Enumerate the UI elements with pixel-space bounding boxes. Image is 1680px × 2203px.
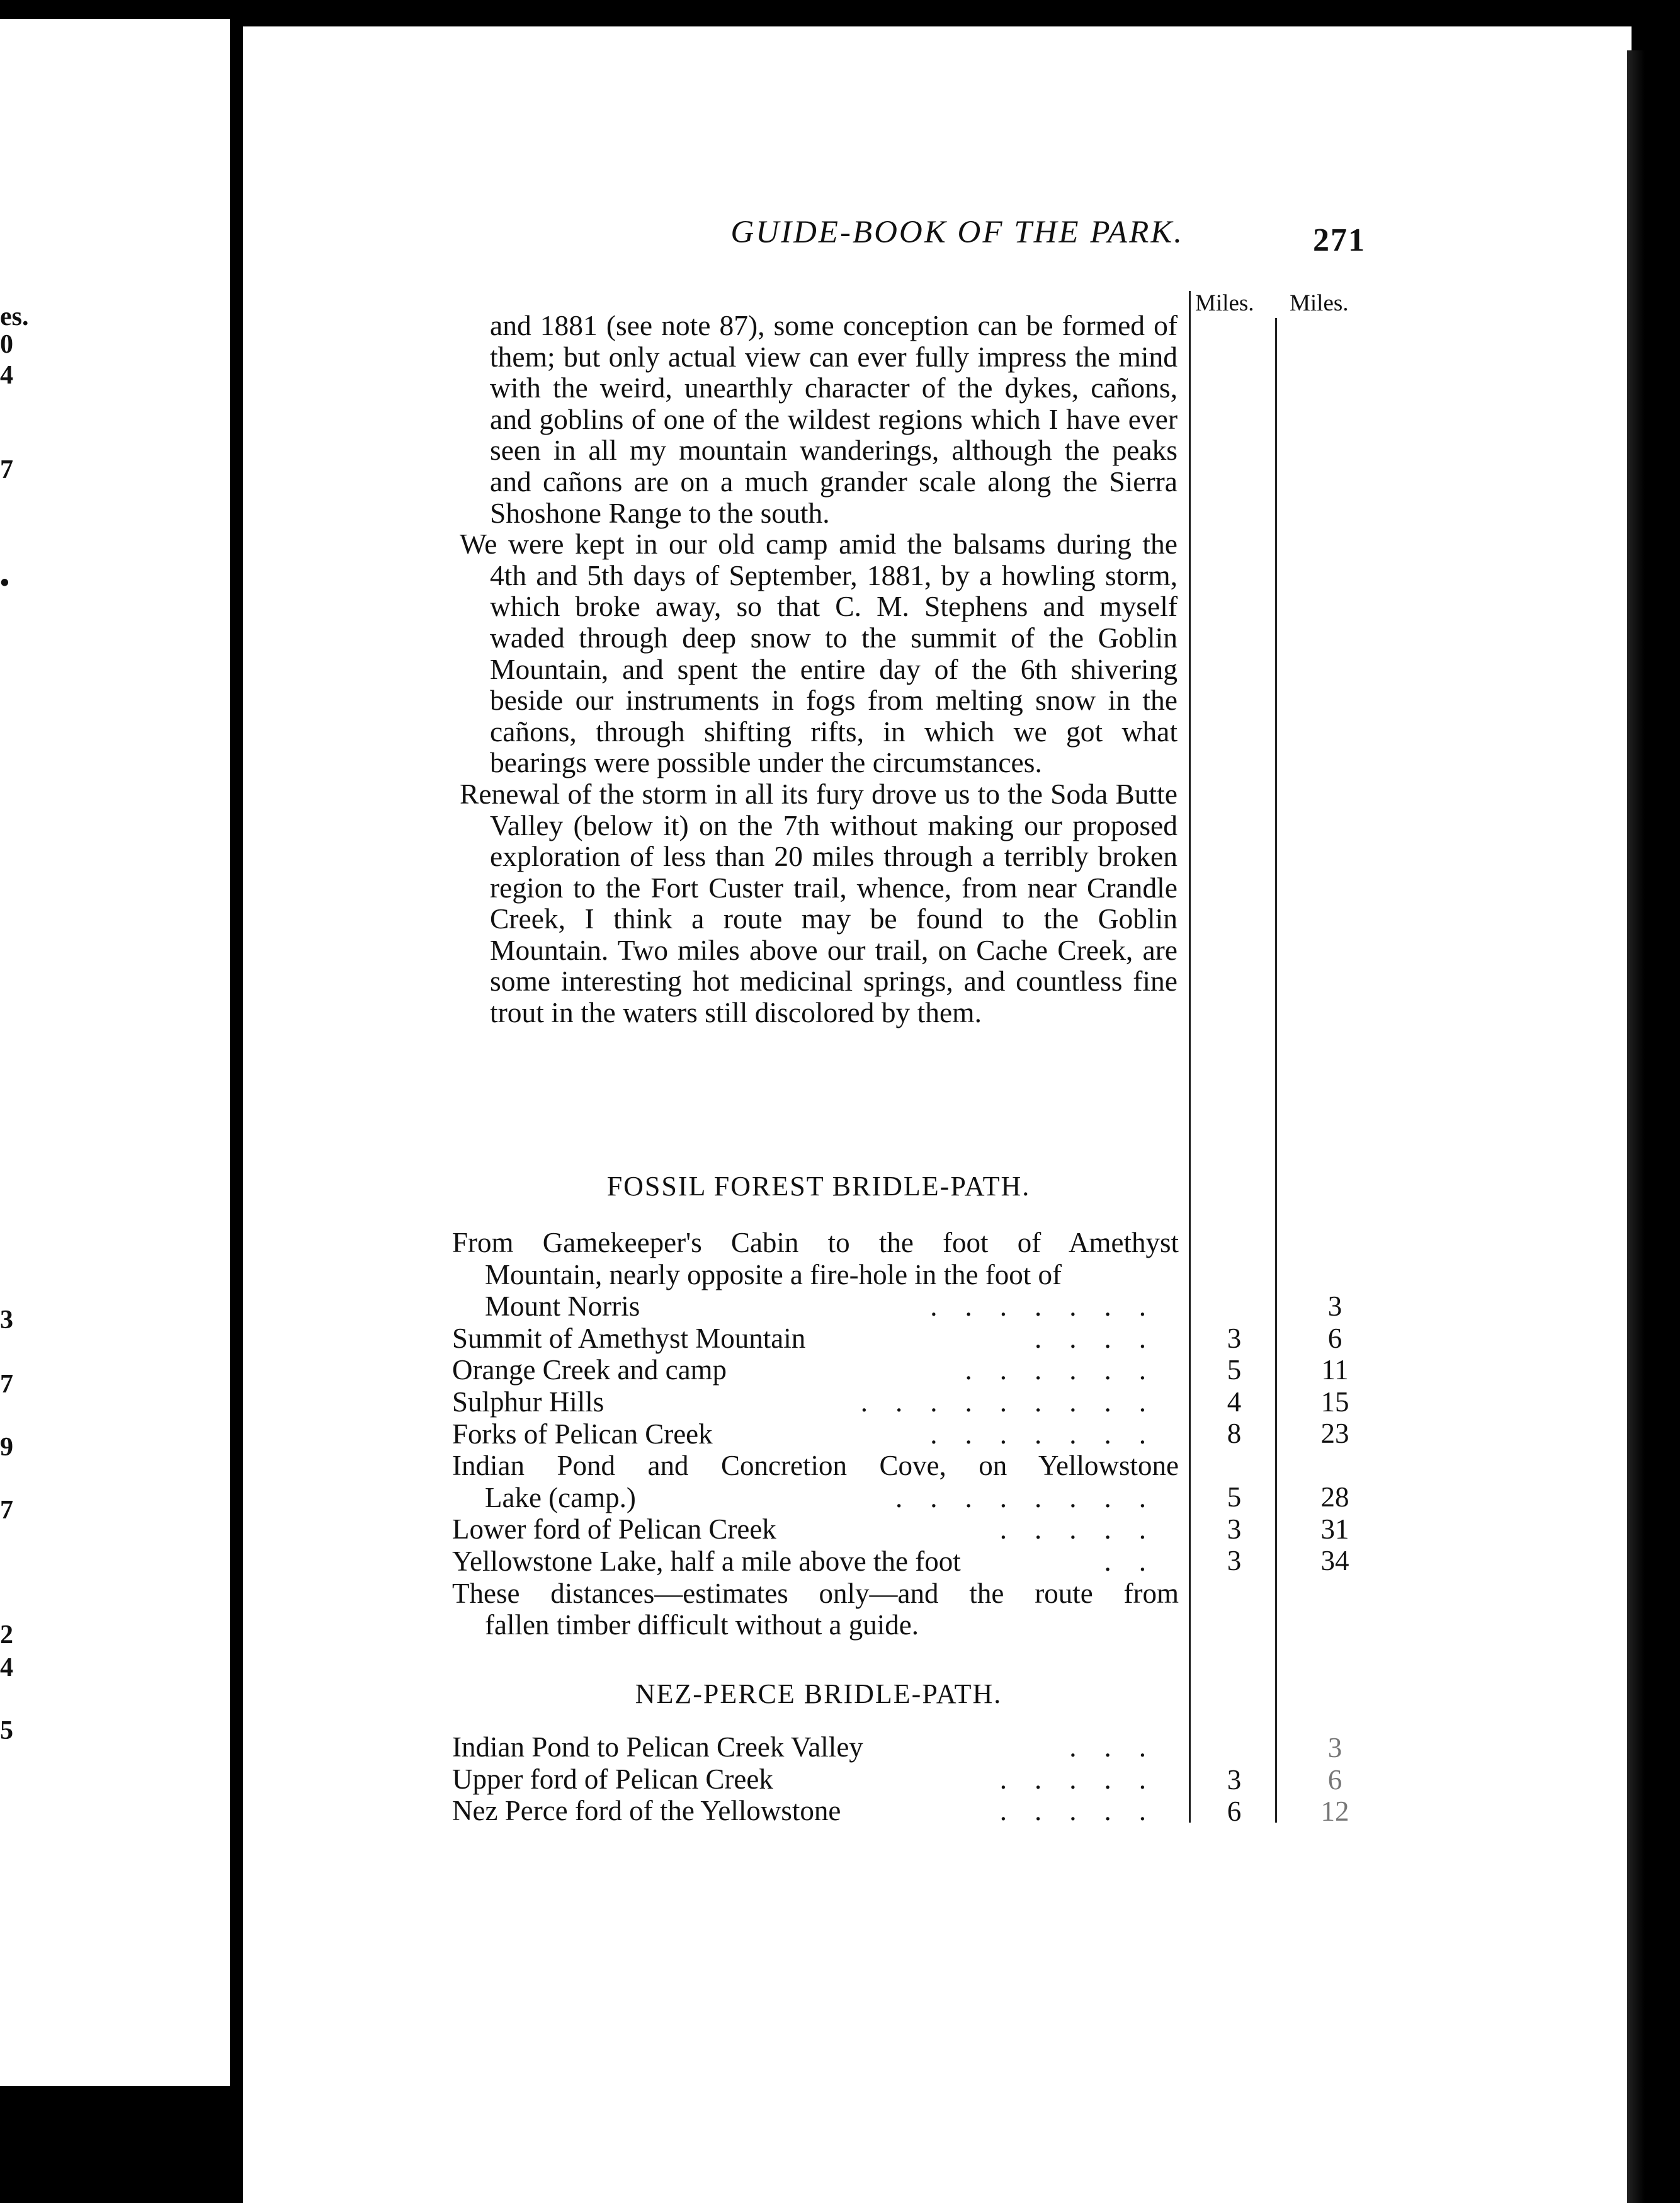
page-number: 271 xyxy=(1313,222,1366,258)
entry-label: Orange Creek and camp xyxy=(452,1354,733,1386)
table-row xyxy=(452,1763,1179,1796)
running-title: GUIDE-BOOK OF THE PARK. xyxy=(730,215,1184,250)
table-row xyxy=(452,1731,1179,1763)
table-row xyxy=(452,1227,1179,1259)
table-row xyxy=(452,1513,1179,1546)
leader-dots: ... xyxy=(1069,1731,1174,1763)
entry-label: Yellowstone Lake, half a mile above the foot xyxy=(452,1546,967,1577)
entry-label: Indian Pond to Pelican Creek Valley xyxy=(452,1731,870,1763)
miles-value: 6 xyxy=(1227,1796,1242,1827)
leader-dots: ........ xyxy=(895,1481,1174,1513)
left-fragment: es. xyxy=(0,302,29,331)
table-row xyxy=(452,1450,1179,1482)
total-miles-value: 11 xyxy=(1321,1354,1349,1386)
leader-dots: ......... xyxy=(860,1386,1174,1418)
table-row xyxy=(452,1418,1179,1450)
table-row xyxy=(452,1259,1179,1291)
leader-dots: .. xyxy=(1104,1545,1174,1577)
left-fragment: 9 xyxy=(0,1433,13,1462)
left-facing-page xyxy=(0,19,230,2086)
table-row xyxy=(452,1609,1179,1641)
miles-value: 3 xyxy=(1227,1545,1242,1576)
table-row xyxy=(452,1795,1179,1827)
leader-dots: .... xyxy=(1035,1322,1174,1354)
left-fragment: 2 xyxy=(0,1620,13,1649)
leader-dots: ...... xyxy=(965,1354,1174,1386)
total-miles-value: 31 xyxy=(1320,1513,1349,1545)
column-rule-left xyxy=(1189,291,1191,1823)
table-row xyxy=(452,1290,1179,1323)
entry-label: Sulphur Hills xyxy=(452,1386,610,1418)
table-row xyxy=(452,1386,1179,1418)
miles-column-heading: Miles. xyxy=(1195,290,1254,316)
entry-label: Forks of Pelican Creek xyxy=(452,1418,719,1450)
note-text: fallen timber difficult without a guide. xyxy=(485,1609,919,1641)
entry-label: Nez Perce ford of the Yellowstone xyxy=(452,1795,847,1826)
leader-dots: ..... xyxy=(999,1795,1174,1827)
total-miles-value: 23 xyxy=(1320,1418,1349,1449)
entry-text: Mountain, nearly opposite a fire-hole in the foot of xyxy=(485,1258,1062,1290)
nez-perce-table xyxy=(452,1731,1179,1827)
left-fragment: • xyxy=(0,569,9,598)
body-text xyxy=(460,310,1178,1028)
paragraph: and 1881 (see note 87), some conception can be formed of them; but only actual view can ever fully impress the mind with the weird, unearthly character of the dykes, cañons, and goblins of one of the wildest regions which I have ever seen in all my mountain wanderings, although the peaks and cañons are on a much grander scale along the Sierra Shoshone Range to the south. xyxy=(490,309,1178,529)
table-row xyxy=(452,1354,1179,1386)
miles-value: 5 xyxy=(1227,1354,1242,1386)
fossil-forest-table xyxy=(452,1227,1179,1641)
entry-text: From Gamekeeper's Cabin to the foot of Amethyst xyxy=(452,1227,1179,1258)
left-fragment: 7 xyxy=(0,1370,13,1399)
miles-value: 3 xyxy=(1227,1323,1242,1354)
total-miles-value: 15 xyxy=(1320,1386,1349,1418)
left-fragment: 4 xyxy=(0,1653,13,1682)
entry-label: Lake (camp.) xyxy=(485,1482,642,1513)
paragraph: We were kept in our old camp amid the balsams during the 4th and 5th days of September, 1881, by a howling storm, which broke away, so that C. M. Stephens and myself waded through deep snow to the summit of the Goblin Mountain, and spent the entire day of the 6th shivering beside our instruments in fogs from melting snow in the cañons, through shifting rifts, in which we got what bearings were possible under the circumstances. xyxy=(460,528,1178,779)
total-miles-value: 28 xyxy=(1320,1481,1349,1513)
table-row xyxy=(452,1482,1179,1514)
left-fragment: 5 xyxy=(0,1716,13,1745)
entry-label: Summit of Amethyst Mountain xyxy=(452,1323,812,1354)
total-miles-value: 34 xyxy=(1320,1545,1349,1576)
left-fragment: 0 xyxy=(0,330,13,359)
leader-dots: ....... xyxy=(930,1290,1174,1323)
table-row xyxy=(452,1323,1179,1355)
miles-value: 3 xyxy=(1227,1513,1242,1545)
entry-label: Upper ford of Pelican Creek xyxy=(452,1763,780,1795)
leader-dots: ..... xyxy=(999,1513,1174,1546)
entry-text: Indian Pond and Concretion Cove, on Yellowstone xyxy=(452,1450,1179,1482)
section-title-nez-perce: NEZ-PERCE BRIDLE-PATH. xyxy=(635,1678,1002,1709)
total-miles-value: 6 xyxy=(1327,1764,1342,1796)
entry-label: Mount Norris xyxy=(485,1290,646,1322)
leader-dots: ..... xyxy=(999,1763,1174,1795)
left-fragment: 7 xyxy=(0,1496,13,1525)
total-miles-column-heading: Miles. xyxy=(1290,290,1349,316)
section-title-fossil-forest: FOSSIL FOREST BRIDLE-PATH. xyxy=(606,1171,1031,1202)
leader-dots: ....... xyxy=(930,1418,1174,1450)
left-fragment: 7 xyxy=(0,455,13,484)
entry-label: Lower ford of Pelican Creek xyxy=(452,1513,783,1545)
total-miles-value: 3 xyxy=(1327,1290,1342,1322)
miles-value: 4 xyxy=(1227,1386,1242,1418)
page-edge-shadow xyxy=(1627,50,1645,2203)
left-fragment: 3 xyxy=(0,1306,13,1335)
left-fragment: 4 xyxy=(0,361,13,390)
paragraph: Renewal of the storm in all its fury drove us to the Soda Butte Valley (below it) on the 7th without making our proposed exploration of less than 20 miles through a terribly broken region to the Fort Custer trail, whence, from near Crandle Creek, I think a route may be found to the Goblin Mountain. Two miles above our trail, on Cache Creek, are some interesting hot medicinal springs, and countless fine trout in the waters still discolored by them. xyxy=(460,777,1178,1029)
miles-value: 3 xyxy=(1227,1764,1242,1796)
miles-value: 5 xyxy=(1227,1481,1242,1513)
total-miles-value: 3 xyxy=(1327,1732,1342,1763)
table-row xyxy=(452,1546,1179,1578)
table-row xyxy=(452,1578,1179,1610)
note-text: These distances—estimates only—and the route from xyxy=(452,1577,1179,1609)
total-miles-value: 6 xyxy=(1327,1323,1342,1354)
total-miles-value: 12 xyxy=(1320,1796,1349,1827)
miles-value: 8 xyxy=(1227,1418,1242,1449)
column-rule-right xyxy=(1275,318,1277,1823)
